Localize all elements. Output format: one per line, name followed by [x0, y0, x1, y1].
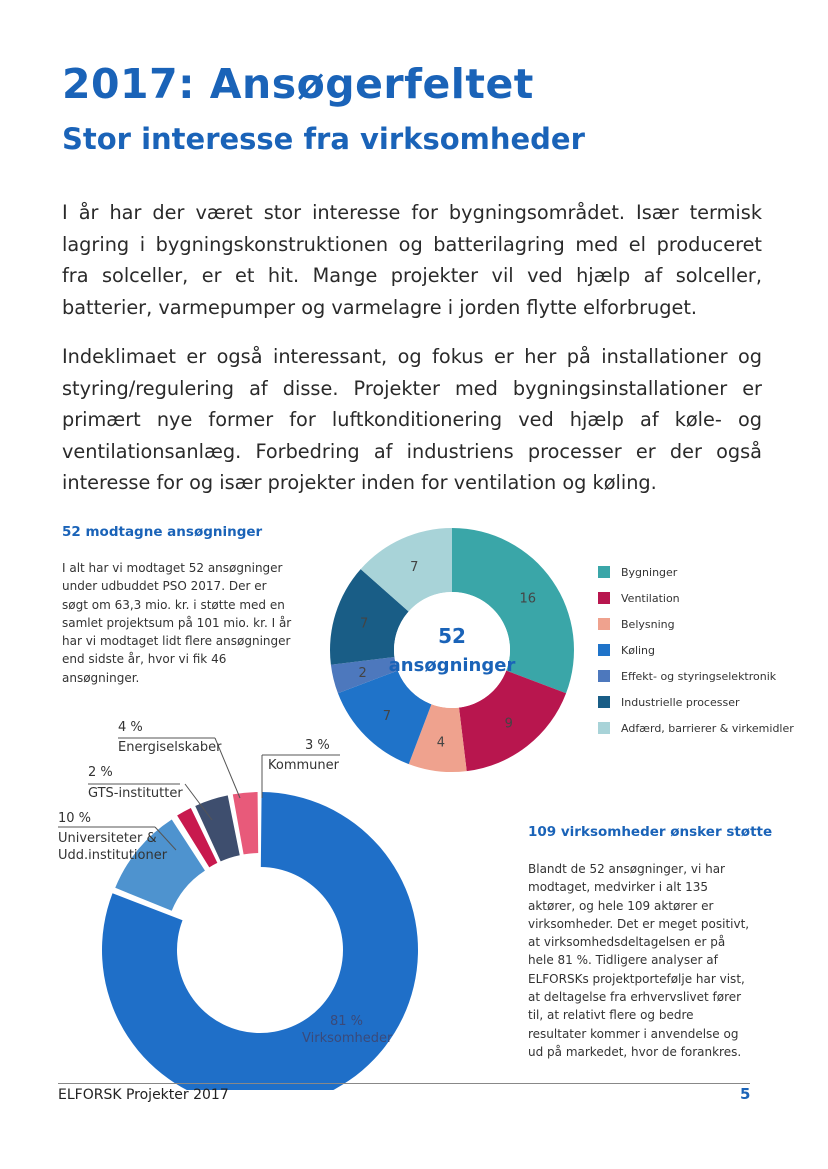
legend-item-industrielle-processer — [598, 689, 794, 715]
legend-swatch — [598, 592, 610, 604]
slice-label-effekt-og-styringselektronik: 2 — [358, 666, 367, 682]
slice-label-industrielle-processer: 7 — [360, 616, 369, 632]
donut-center-number: 52 — [438, 624, 466, 648]
legend-swatch — [598, 670, 610, 682]
virksomheder-pct: 81 % — [330, 1014, 364, 1029]
legend-item-adfærd-barrierer-virkemidler — [598, 715, 794, 741]
section1-text: I alt har vi modtaget 52 ansøgninger under udbuddet PSO 2017. Der er søgt om 63,3 mio. kr. i støtte med en samlet projektsum på 101 mio. kr. I år har vi modtaget lidt flere ansøgninger end sidste år, hvor vi fik 46 ansøgninger. — [62, 561, 292, 685]
legend-item-bygninger — [598, 559, 794, 585]
kommuner-pct: 3 % — [305, 738, 330, 753]
legend-swatch — [598, 644, 610, 656]
uni-pct: 10 % — [58, 811, 92, 826]
slice-label-køling: 7 — [382, 709, 392, 725]
legend-swatch — [598, 566, 610, 578]
legend-item-ventilation — [598, 585, 794, 611]
kommuner-name: Kommuner — [268, 758, 339, 773]
uni-name-line1: Universiteter & — [58, 831, 157, 846]
slice-label-belysning: 4 — [436, 735, 446, 751]
chart-legend — [598, 559, 794, 741]
energi-name: Energiselskaber — [118, 740, 222, 755]
page-title: 2017: Ansøgerfeltet — [62, 60, 534, 108]
virksomheder-name: Virksomheder — [302, 1031, 393, 1046]
legend-label: Bygninger — [621, 565, 678, 579]
section2-text: Blandt de 52 ansøgninger, vi har modtaget, medvirker i alt 135 aktører, og hele 109 aktører er virksomheder. Det er meget positivt, at virksomhedsdeltagelsen er på hele 81 %. Tidligere analyser af ELFORSKs projektportefølje har vist, at deltagelse fra erhvervslivet fører til, at relativt flere og bedre resultater kommer i anvendelse og ud på markedet, hvor de forankres. — [528, 862, 750, 1059]
legend-swatch — [598, 696, 610, 708]
legend-swatch — [598, 618, 610, 630]
page-subtitle: Stor interesse fra virksomheder — [62, 122, 585, 156]
section1-heading: 52 modtagne ansøgninger — [62, 524, 263, 540]
legend-label: Køling — [621, 643, 656, 657]
legend-label: Belysning — [621, 617, 675, 631]
footer-divider — [58, 1083, 750, 1084]
slice-label-ventilation: 9 — [504, 716, 513, 732]
legend-label: Ventilation — [621, 591, 680, 605]
donut-center-label: ansøgninger — [388, 655, 516, 676]
gts-name: GTS-institutter — [88, 786, 183, 801]
page-number: 5 — [740, 1085, 751, 1103]
intro-paragraph-1: I år har der været stor interesse for bygningsområdet. Især termisk lagring i bygningskonstruktionen og batterilagring med el produceret fra solceller, er et hit. Mange projekter vil ved hjælp af solceller, batterier, varmepumper og varmelagre i jorden flytte elforbruget. — [62, 201, 762, 319]
legend-label: Effekt- og styringselektronik — [621, 669, 777, 683]
legend-item-køling — [598, 637, 794, 663]
slice-label-adfærd-barrierer-virkemidler: 7 — [410, 560, 419, 576]
legend-swatch — [598, 722, 610, 734]
section2-heading: 109 virksomheder ønsker støtte — [528, 824, 773, 840]
intro-paragraph-2: Indeklimaet er også interessant, og fokus er her på installationer og styring/regulering af disse. Projekter med bygningsinstallationer er primært nye former for luftkonditionering ved hjælp af køle- og ventilationsanlæg. Forbedring af industriens processer er der også interesse for og især projekter inden for ventilation og køling. — [62, 345, 762, 494]
legend-item-belysning — [598, 611, 794, 637]
slice-label-bygninger: 16 — [519, 591, 536, 607]
energi-pct: 4 % — [118, 720, 143, 735]
gts-pct: 2 % — [88, 765, 113, 780]
legend-item-effekt-og-styringselektronik — [598, 663, 794, 689]
participants-donut-chart — [0, 700, 500, 1090]
legend-label: Industrielle processer — [621, 695, 740, 709]
footer-title: ELFORSK Projekter 2017 — [58, 1087, 229, 1103]
legend-label: Adfærd, barrierer & virkemidler — [621, 721, 794, 735]
uni-name-line2: Udd.institutioner — [58, 848, 168, 863]
donut-hole — [394, 592, 510, 708]
